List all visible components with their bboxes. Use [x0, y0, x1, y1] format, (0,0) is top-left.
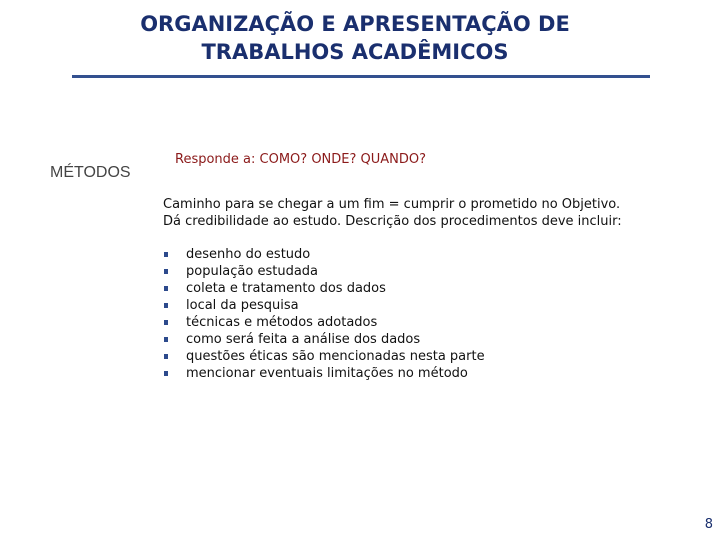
intro-line-1: Caminho para se chegar a um fim = cumprir o prometido no Objetivo.	[163, 197, 621, 212]
list-item-text: técnicas e métodos adotados	[186, 315, 378, 330]
square-bullet-icon	[164, 286, 168, 291]
list-item	[163, 331, 485, 348]
list-item	[163, 314, 485, 331]
list-item	[163, 263, 485, 280]
list-item	[163, 297, 485, 314]
slide-title-line-2: TRABALHOS ACADÊMICOS	[201, 40, 509, 64]
square-bullet-icon	[164, 320, 168, 325]
square-bullet-icon	[164, 269, 168, 274]
guiding-question: Responde a: COMO? ONDE? QUANDO?	[175, 152, 427, 167]
list-item-text: mencionar eventuais limitações no método	[186, 366, 468, 381]
square-bullet-icon	[164, 354, 168, 359]
intro-text	[163, 196, 693, 230]
section-label: MÉTODOS	[50, 164, 131, 181]
square-bullet-icon	[164, 303, 168, 308]
page-number: 8	[704, 517, 713, 532]
slide-title-line-1: ORGANIZAÇÃO E APRESENTAÇÃO DE	[140, 12, 570, 36]
slide-title	[90, 10, 620, 66]
square-bullet-icon	[164, 371, 168, 376]
list-item	[163, 280, 485, 297]
square-bullet-icon	[164, 337, 168, 342]
list-item-text: população estudada	[186, 264, 319, 279]
list-item-text: questões éticas são mencionadas nesta parte	[186, 349, 485, 364]
title-underline	[72, 75, 650, 78]
list-item	[163, 365, 485, 382]
list-item-text: como será feita a análise dos dados	[186, 332, 421, 347]
bullet-list	[163, 246, 485, 382]
list-item-text: coleta e tratamento dos dados	[186, 281, 386, 296]
list-item-text: desenho do estudo	[186, 247, 311, 262]
intro-line-2: Dá credibilidade ao estudo. Descrição dos procedimentos deve incluir:	[163, 214, 622, 229]
list-item-text: local da pesquisa	[186, 298, 299, 313]
square-bullet-icon	[164, 252, 168, 257]
list-item	[163, 348, 485, 365]
list-item	[163, 246, 485, 263]
